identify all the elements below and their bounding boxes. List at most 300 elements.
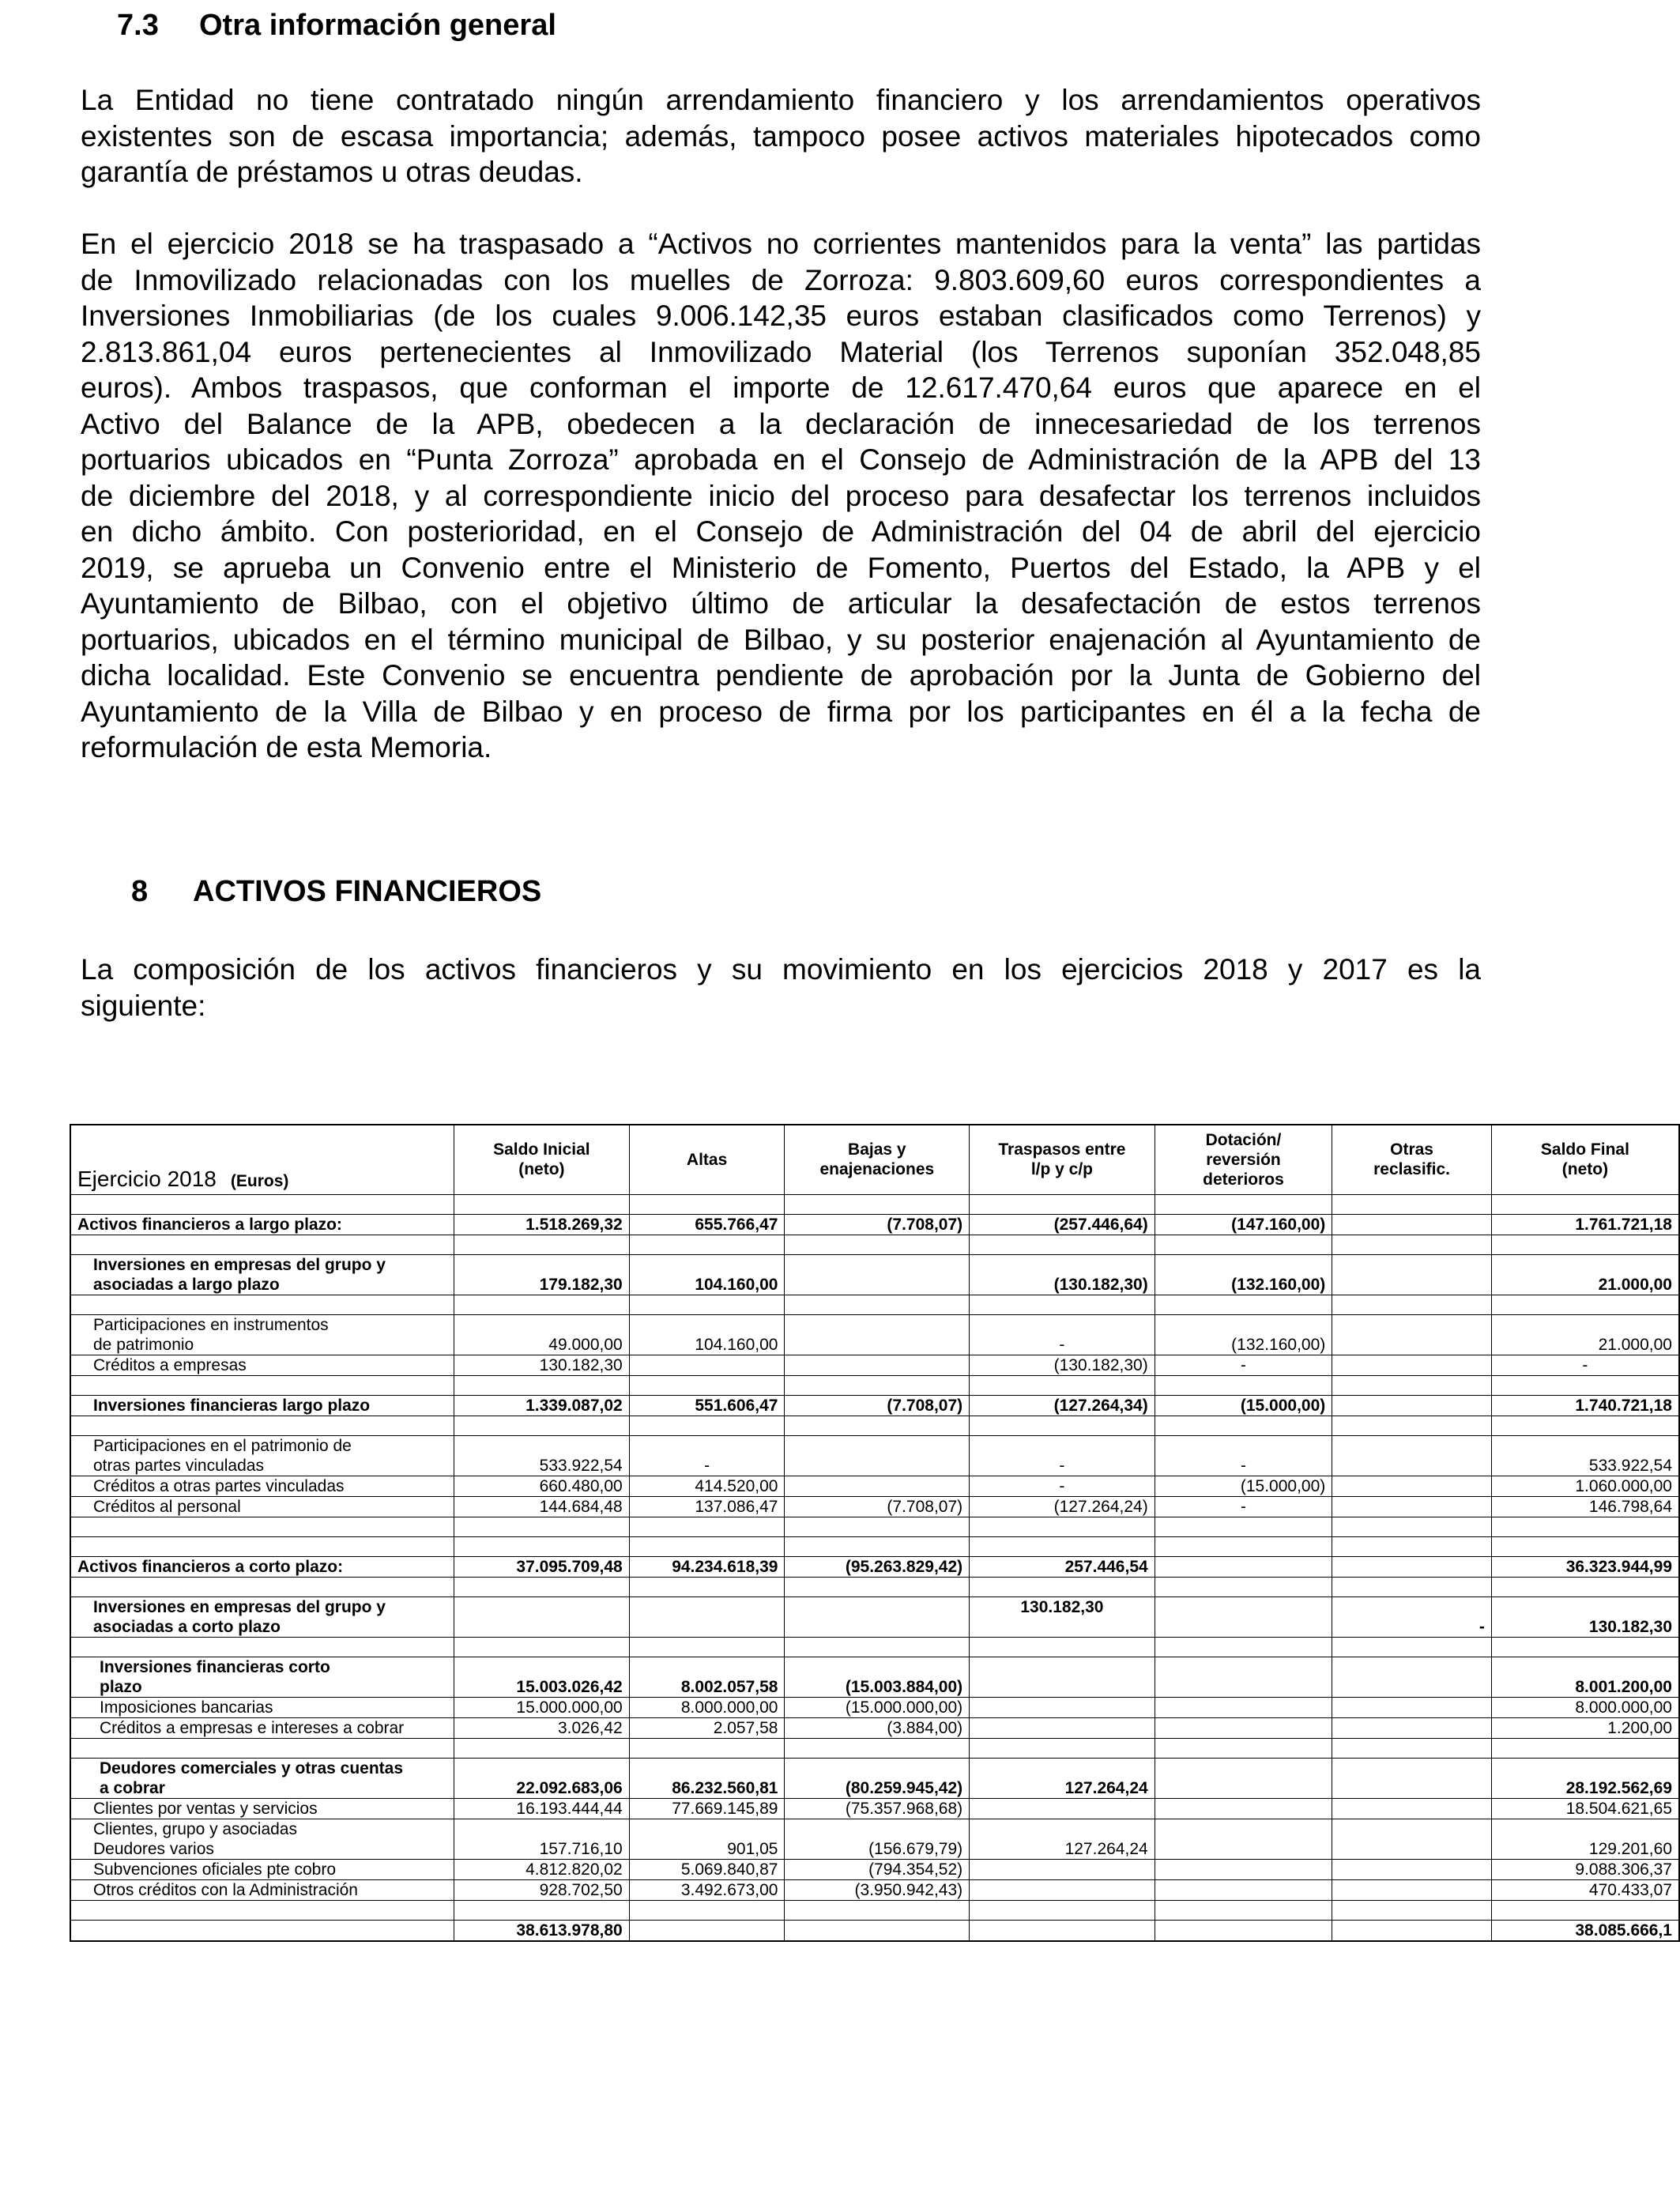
table-cell bbox=[1491, 1900, 1679, 1920]
table-row bbox=[70, 1596, 1679, 1637]
table-cell-value bbox=[1155, 1596, 1332, 1637]
table-spacer-row bbox=[70, 1194, 1679, 1214]
table-cell-value: (7.708,07) bbox=[785, 1214, 970, 1235]
paragraph-line: 2019, se aprueba un Convenio entre el Ministerio de Fomento, Puertos del Estado, la APB y el bbox=[81, 551, 1481, 584]
paragraph-line: La composición de los activos financieros y su movimiento en los ejercicios 2018 y 2017 es la bbox=[81, 953, 1481, 986]
table-cell-value: (3.884,00) bbox=[785, 1717, 970, 1738]
table-cell-value: (75.357.968,68) bbox=[785, 1798, 970, 1819]
table-cell bbox=[70, 1738, 454, 1758]
table-cell-value: 660.480,00 bbox=[454, 1476, 630, 1496]
table-cell-value: 16.193.444,44 bbox=[454, 1798, 630, 1819]
paragraph-line: En el ejercicio 2018 se ha traspasado a “Activos no corrientes mantenidos para la venta” las partidas bbox=[81, 228, 1481, 260]
table-cell bbox=[785, 1194, 970, 1214]
table-cell bbox=[454, 1637, 630, 1657]
row-label: Inversiones en empresas del grupo y asociadas a largo plazo bbox=[70, 1254, 454, 1295]
table-cell-value bbox=[1155, 1879, 1332, 1900]
table-cell bbox=[1491, 1194, 1679, 1214]
table-cell-value: - bbox=[1155, 1435, 1332, 1476]
table-cell-value: 1.060.000,00 bbox=[1491, 1476, 1679, 1496]
table-cell bbox=[1332, 1416, 1492, 1435]
table-cell-value: (257.446,64) bbox=[970, 1214, 1155, 1235]
table-cell-value: - bbox=[970, 1314, 1155, 1355]
table-cell-value: 1.200,00 bbox=[1491, 1717, 1679, 1738]
table-cell-value bbox=[970, 1920, 1155, 1941]
table-spacer-row bbox=[70, 1517, 1679, 1536]
table-cell bbox=[1332, 1194, 1492, 1214]
paragraph-leases bbox=[81, 82, 1481, 190]
table-cell bbox=[970, 1517, 1155, 1536]
table-cell-value: 8.002.057,58 bbox=[629, 1657, 785, 1697]
table-cell-value bbox=[970, 1697, 1155, 1717]
table-cell-value: 77.669.145,89 bbox=[629, 1798, 785, 1819]
table-cell bbox=[70, 1235, 454, 1254]
table-cell bbox=[70, 1416, 454, 1435]
table-cell-value: 28.192.562,69 bbox=[1491, 1758, 1679, 1798]
table-cell-value: 86.232.560,81 bbox=[629, 1758, 785, 1798]
row-label: Participaciones en el patrimonio de otras partes vinculadas bbox=[70, 1435, 454, 1476]
table-cell-value: (15.000,00) bbox=[1155, 1476, 1332, 1496]
paragraph-line: Ayuntamiento de Bilbao, con el objetivo último de articular la desafectación de estos terrenos bbox=[81, 587, 1481, 620]
column-header-dotacion: Dotación/ reversión deterioros bbox=[1155, 1125, 1332, 1194]
table-row bbox=[70, 1717, 1679, 1738]
table-cell-value: 49.000,00 bbox=[454, 1314, 630, 1355]
table-cell bbox=[785, 1577, 970, 1596]
table-cell-value bbox=[1332, 1798, 1492, 1819]
table-cell bbox=[970, 1375, 1155, 1395]
table-cell-value bbox=[1332, 1920, 1492, 1941]
table-row bbox=[70, 1314, 1679, 1355]
section-number: 7.3 bbox=[117, 9, 159, 42]
table-cell-value: 15.003.026,42 bbox=[454, 1657, 630, 1697]
section-title: Otra información general bbox=[199, 9, 556, 42]
table-cell-value bbox=[785, 1314, 970, 1355]
table-cell bbox=[785, 1295, 970, 1314]
table-cell-value: (794.354,52) bbox=[785, 1859, 970, 1879]
table-cell-value: 130.182,30 bbox=[454, 1355, 630, 1375]
table-spacer-row bbox=[70, 1536, 1679, 1556]
table-cell-value bbox=[1332, 1314, 1492, 1355]
table-cell bbox=[970, 1738, 1155, 1758]
table-cell-value: 3.026,42 bbox=[454, 1717, 630, 1738]
table-cell-value: 22.092.683,06 bbox=[454, 1758, 630, 1798]
table-cell-value: 179.182,30 bbox=[454, 1254, 630, 1295]
table-row bbox=[70, 1697, 1679, 1717]
table-cell-value: 18.504.621,65 bbox=[1491, 1798, 1679, 1819]
section-number: 8 bbox=[131, 875, 149, 908]
table-cell-value: 1.740.721,18 bbox=[1491, 1395, 1679, 1416]
row-label: Créditos a empresas bbox=[70, 1355, 454, 1375]
table-row bbox=[70, 1859, 1679, 1879]
table-cell-value: 533.922,54 bbox=[1491, 1435, 1679, 1476]
table-cell bbox=[785, 1900, 970, 1920]
column-header-traspasos: Traspasos entre l/p y c/p bbox=[970, 1125, 1155, 1194]
paragraph-line: de Inmovilizado relacionadas con los muelles de Zorroza: 9.803.609,60 euros correspondientes a bbox=[81, 263, 1481, 296]
table-cell bbox=[1491, 1517, 1679, 1536]
column-header-saldo-inicial: Saldo Inicial (neto) bbox=[454, 1125, 630, 1194]
table-cell-value bbox=[785, 1596, 970, 1637]
table-cell-value: 146.798,64 bbox=[1491, 1496, 1679, 1517]
table-cell bbox=[70, 1517, 454, 1536]
table-cell-value: 4.812.820,02 bbox=[454, 1859, 630, 1879]
table-cell-value: 257.446,54 bbox=[970, 1556, 1155, 1577]
table-cell bbox=[970, 1637, 1155, 1657]
table-cell-value: (156.679,79) bbox=[785, 1819, 970, 1859]
table-cell bbox=[1332, 1900, 1492, 1920]
table-row bbox=[70, 1758, 1679, 1798]
table-cell bbox=[1332, 1235, 1492, 1254]
row-label: Inversiones financieras corto plazo bbox=[70, 1657, 454, 1697]
table-cell bbox=[970, 1295, 1155, 1314]
table-cell-value: - bbox=[1155, 1496, 1332, 1517]
table-cell bbox=[970, 1577, 1155, 1596]
table-cell-value bbox=[1332, 1496, 1492, 1517]
table-spacer-row bbox=[70, 1295, 1679, 1314]
table-cell bbox=[629, 1738, 785, 1758]
table-header-row bbox=[70, 1125, 1679, 1194]
row-label: Inversiones en empresas del grupo y asociadas a corto plazo bbox=[70, 1596, 454, 1637]
paragraph-line: dicha localidad. Este Convenio se encuentra pendiente de aprobación por la Junta de Gobierno del bbox=[81, 659, 1481, 692]
table-cell-value: 1.339.087,02 bbox=[454, 1395, 630, 1416]
table-row bbox=[70, 1355, 1679, 1375]
table-cell bbox=[1491, 1375, 1679, 1395]
column-header-otras-reclasific: Otras reclasific. bbox=[1332, 1125, 1492, 1194]
paragraph-line: euros). Ambos traspasos, que conforman el importe de 12.617.470,64 euros que aparece en el bbox=[81, 371, 1481, 404]
table-cell bbox=[1332, 1738, 1492, 1758]
table-cell-value bbox=[1155, 1920, 1332, 1941]
table-cell-value bbox=[785, 1435, 970, 1476]
table-cell-value: - bbox=[970, 1435, 1155, 1476]
table-row bbox=[70, 1496, 1679, 1517]
table-caption-unit: (Euros) bbox=[230, 1171, 289, 1190]
row-label: Clientes, grupo y asociadas Deudores varios bbox=[70, 1819, 454, 1859]
table-row bbox=[70, 1879, 1679, 1900]
table-cell bbox=[629, 1194, 785, 1214]
paragraph-line: siguiente: bbox=[81, 989, 206, 1022]
table-cell bbox=[70, 1295, 454, 1314]
table-cell-value bbox=[1332, 1697, 1492, 1717]
table-cell-value: (15.003.884,00) bbox=[785, 1657, 970, 1697]
paragraph-line: portuarios, ubicados en el término municipal de Bilbao, y su posterior enajenación al Ayuntamiento de bbox=[81, 623, 1481, 656]
section-heading-7-3 bbox=[117, 9, 556, 41]
paragraph-line: Activo del Balance de la APB, obedecen a la declaración de innecesariedad de los terrenos bbox=[81, 407, 1481, 440]
table-cell-value: 8.001.200,00 bbox=[1491, 1657, 1679, 1697]
table-cell bbox=[70, 1375, 454, 1395]
table-cell-value bbox=[629, 1355, 785, 1375]
table-spacer-row bbox=[70, 1235, 1679, 1254]
table-cell-value bbox=[1155, 1556, 1332, 1577]
table-cell bbox=[970, 1536, 1155, 1556]
table-cell-value bbox=[1332, 1758, 1492, 1798]
column-header-altas: Altas bbox=[629, 1125, 785, 1194]
row-label: Créditos a otras partes vinculadas bbox=[70, 1476, 454, 1496]
table-cell-value bbox=[1155, 1798, 1332, 1819]
row-label: Participaciones en instrumentos de patrimonio bbox=[70, 1314, 454, 1355]
table-cell bbox=[1155, 1416, 1332, 1435]
table-cell-value bbox=[785, 1476, 970, 1496]
table-cell bbox=[70, 1637, 454, 1657]
table-cell-value: 127.264,24 bbox=[970, 1758, 1155, 1798]
table-cell bbox=[1332, 1536, 1492, 1556]
table-cell bbox=[1155, 1194, 1332, 1214]
table-cell-value: 137.086,47 bbox=[629, 1496, 785, 1517]
table-cell bbox=[629, 1900, 785, 1920]
table-cell-value bbox=[1332, 1657, 1492, 1697]
table-cell-value bbox=[1332, 1717, 1492, 1738]
table-cell-value bbox=[785, 1920, 970, 1941]
table-cell bbox=[1155, 1517, 1332, 1536]
table-cell-value bbox=[1332, 1859, 1492, 1879]
table-caption-year: Ejercicio 2018 bbox=[77, 1166, 217, 1191]
table-cell-value: (132.160,00) bbox=[1155, 1314, 1332, 1355]
table-cell-value bbox=[1332, 1556, 1492, 1577]
table-cell-value bbox=[1332, 1214, 1492, 1235]
paragraph-line: portuarios ubicados en “Punta Zorroza” aprobada en el Consejo de Administración de la APB del 13 bbox=[81, 443, 1481, 476]
table-cell-value bbox=[1155, 1657, 1332, 1697]
paragraph-line: 2.813.861,04 euros pertenecientes al Inmovilizado Material (los Terrenos suponían 352.048,85 bbox=[81, 335, 1481, 368]
table-cell bbox=[629, 1235, 785, 1254]
table-cell bbox=[454, 1194, 630, 1214]
table-row bbox=[70, 1214, 1679, 1235]
table-row bbox=[70, 1476, 1679, 1496]
table-spacer-row bbox=[70, 1416, 1679, 1435]
table-cell-value: - bbox=[1332, 1596, 1492, 1637]
row-label bbox=[70, 1920, 454, 1941]
table-cell-value: (15.000.000,00) bbox=[785, 1697, 970, 1717]
paragraph-line: reformulación de esta Memoria. bbox=[81, 731, 492, 763]
table-cell-value: (15.000,00) bbox=[1155, 1395, 1332, 1416]
table-cell-value bbox=[1332, 1355, 1492, 1375]
table-cell bbox=[629, 1577, 785, 1596]
table-spacer-row bbox=[70, 1375, 1679, 1395]
table-row bbox=[70, 1819, 1679, 1859]
row-label: Activos financieros a corto plazo: bbox=[70, 1556, 454, 1577]
table-cell-value: - bbox=[970, 1476, 1155, 1496]
table-cell-value: (7.708,07) bbox=[785, 1496, 970, 1517]
table-cell-value: 533.922,54 bbox=[454, 1435, 630, 1476]
table-row bbox=[70, 1254, 1679, 1295]
table-cell-value: (95.263.829,42) bbox=[785, 1556, 970, 1577]
table-cell bbox=[454, 1900, 630, 1920]
table-cell-value: 901,05 bbox=[629, 1819, 785, 1859]
table-cell-value: 144.684,48 bbox=[454, 1496, 630, 1517]
table-cell-value bbox=[1155, 1697, 1332, 1717]
table-cell bbox=[629, 1517, 785, 1536]
table-cell-value: 94.234.618,39 bbox=[629, 1556, 785, 1577]
section-heading-8 bbox=[131, 876, 541, 907]
table-cell bbox=[785, 1375, 970, 1395]
table-cell-value: 8.000.000,00 bbox=[1491, 1697, 1679, 1717]
paragraph-line: Inversiones Inmobiliarias (de los cuales 9.006.142,35 euros estaban clasificados como Terrenos) y bbox=[81, 300, 1481, 332]
table-caption bbox=[70, 1125, 454, 1194]
table-cell-value: 21.000,00 bbox=[1491, 1314, 1679, 1355]
table-cell-value bbox=[629, 1596, 785, 1637]
table-cell-value bbox=[970, 1657, 1155, 1697]
table-cell bbox=[1155, 1235, 1332, 1254]
table-cell-value bbox=[1332, 1476, 1492, 1496]
table-spacer-row bbox=[70, 1900, 1679, 1920]
table-spacer-row bbox=[70, 1637, 1679, 1657]
paragraph-line: Ayuntamiento de la Villa de Bilbao y en proceso de firma por los participantes en él a la fecha de bbox=[81, 695, 1481, 728]
table-cell-value: 21.000,00 bbox=[1491, 1254, 1679, 1295]
table-cell bbox=[785, 1235, 970, 1254]
table-cell bbox=[629, 1295, 785, 1314]
table-cell bbox=[454, 1738, 630, 1758]
table-cell-value: 2.057,58 bbox=[629, 1717, 785, 1738]
table-cell bbox=[454, 1517, 630, 1536]
table-cell-value bbox=[1155, 1819, 1332, 1859]
table-cell-value: 37.095.709,48 bbox=[454, 1556, 630, 1577]
table-cell-value bbox=[970, 1859, 1155, 1879]
table-cell bbox=[629, 1637, 785, 1657]
paragraph-line: La Entidad no tiene contratado ningún arrendamiento financiero y los arrendamientos operativos bbox=[81, 84, 1481, 116]
table-cell bbox=[1155, 1900, 1332, 1920]
table-cell-value bbox=[1332, 1395, 1492, 1416]
table-cell-value: (80.259.945,42) bbox=[785, 1758, 970, 1798]
table-cell bbox=[1155, 1536, 1332, 1556]
table-cell-value bbox=[785, 1254, 970, 1295]
column-header-bajas: Bajas y enajenaciones bbox=[785, 1125, 970, 1194]
table-cell bbox=[454, 1416, 630, 1435]
table-cell-value: 104.160,00 bbox=[629, 1254, 785, 1295]
table-cell bbox=[629, 1416, 785, 1435]
row-label: Otros créditos con la Administración bbox=[70, 1879, 454, 1900]
table-cell bbox=[454, 1295, 630, 1314]
row-label: Deudores comerciales y otras cuentas a cobrar bbox=[70, 1758, 454, 1798]
table-cell bbox=[454, 1577, 630, 1596]
table-cell bbox=[1332, 1295, 1492, 1314]
table-cell bbox=[970, 1416, 1155, 1435]
table-cell-value: 9.088.306,37 bbox=[1491, 1859, 1679, 1879]
table-cell-value: - bbox=[1491, 1355, 1679, 1375]
table-cell-value bbox=[629, 1920, 785, 1941]
table-cell-value bbox=[1332, 1435, 1492, 1476]
table-cell-value: 8.000.000,00 bbox=[629, 1697, 785, 1717]
table-cell-value: 655.766,47 bbox=[629, 1214, 785, 1235]
table-cell bbox=[970, 1194, 1155, 1214]
table-cell bbox=[454, 1235, 630, 1254]
paragraph-line: de diciembre del 2018, y al correspondiente inicio del proceso para desafectar los terrenos incluidos bbox=[81, 479, 1481, 512]
table-cell-value bbox=[970, 1879, 1155, 1900]
table-cell-value: (130.182,30) bbox=[970, 1355, 1155, 1375]
table-cell bbox=[70, 1577, 454, 1596]
column-header-saldo-final: Saldo Final (neto) bbox=[1491, 1125, 1679, 1194]
section-title: ACTIVOS FINANCIEROS bbox=[193, 875, 542, 908]
row-label: Imposiciones bancarias bbox=[70, 1697, 454, 1717]
table-cell bbox=[1332, 1637, 1492, 1657]
table-cell bbox=[454, 1536, 630, 1556]
table-cell bbox=[1155, 1295, 1332, 1314]
table-cell bbox=[1155, 1738, 1332, 1758]
table-cell bbox=[70, 1194, 454, 1214]
table-cell bbox=[1491, 1738, 1679, 1758]
table-cell-value: (132.160,00) bbox=[1155, 1254, 1332, 1295]
paragraph-line: garantía de préstamos u otras deudas. bbox=[81, 156, 583, 188]
table-cell-value: 157.716,10 bbox=[454, 1819, 630, 1859]
table-cell-value: (127.264,34) bbox=[970, 1395, 1155, 1416]
table-cell-value: - bbox=[1155, 1355, 1332, 1375]
row-label: Créditos al personal bbox=[70, 1496, 454, 1517]
table-cell bbox=[70, 1900, 454, 1920]
paragraph-composition-intro bbox=[81, 952, 1481, 1023]
table-cell bbox=[1155, 1375, 1332, 1395]
table-cell-value: 1.761.721,18 bbox=[1491, 1214, 1679, 1235]
financial-assets-table bbox=[70, 1124, 1680, 1942]
table-row bbox=[70, 1395, 1679, 1416]
table-cell-value bbox=[970, 1798, 1155, 1819]
table-cell-value: 551.606,47 bbox=[629, 1395, 785, 1416]
table-cell-value: 38.613.978,80 bbox=[454, 1920, 630, 1941]
table-cell-value: 470.433,07 bbox=[1491, 1879, 1679, 1900]
table-cell-value bbox=[1155, 1717, 1332, 1738]
table-cell bbox=[1332, 1577, 1492, 1596]
table-cell-value bbox=[1155, 1859, 1332, 1879]
table-cell bbox=[970, 1235, 1155, 1254]
table-cell-value: 129.201,60 bbox=[1491, 1819, 1679, 1859]
table-cell-value: - bbox=[629, 1435, 785, 1476]
table-cell bbox=[629, 1536, 785, 1556]
table-cell bbox=[785, 1536, 970, 1556]
table-row bbox=[70, 1556, 1679, 1577]
table-cell-value bbox=[1332, 1879, 1492, 1900]
row-label: Créditos a empresas e intereses a cobrar bbox=[70, 1717, 454, 1738]
table-cell bbox=[785, 1738, 970, 1758]
table-row bbox=[70, 1798, 1679, 1819]
table-cell-value: (147.160,00) bbox=[1155, 1214, 1332, 1235]
table-cell-value bbox=[454, 1596, 630, 1637]
table-cell bbox=[785, 1416, 970, 1435]
table-cell bbox=[454, 1375, 630, 1395]
table-cell-value bbox=[785, 1355, 970, 1375]
table-cell-value: 104.160,00 bbox=[629, 1314, 785, 1355]
table-spacer-row bbox=[70, 1738, 1679, 1758]
row-label: Subvenciones oficiales pte cobro bbox=[70, 1859, 454, 1879]
table-cell-value: 130.182,30 bbox=[970, 1596, 1155, 1637]
paragraph-line: en dicho ámbito. Con posterioridad, en el Consejo de Administración del 04 de abril del ejercicio bbox=[81, 515, 1481, 548]
table-cell-value: (127.264,24) bbox=[970, 1496, 1155, 1517]
table-cell-value: 15.000.000,00 bbox=[454, 1697, 630, 1717]
table-cell-value bbox=[1332, 1819, 1492, 1859]
table-cell-value: 3.492.673,00 bbox=[629, 1879, 785, 1900]
table-cell bbox=[1491, 1536, 1679, 1556]
table-cell bbox=[1491, 1235, 1679, 1254]
table-cell bbox=[1491, 1577, 1679, 1596]
table-cell bbox=[1491, 1295, 1679, 1314]
table-cell-value: 38.085.666,1 bbox=[1491, 1920, 1679, 1941]
row-label: Inversiones financieras largo plazo bbox=[70, 1395, 454, 1416]
table-cell bbox=[1332, 1517, 1492, 1536]
table-cell-value: 130.182,30 bbox=[1491, 1596, 1679, 1637]
table-cell bbox=[1155, 1637, 1332, 1657]
table-row bbox=[70, 1657, 1679, 1697]
table-cell-value: (7.708,07) bbox=[785, 1395, 970, 1416]
table-cell-value bbox=[1332, 1254, 1492, 1295]
table-cell bbox=[629, 1375, 785, 1395]
table-spacer-row bbox=[70, 1577, 1679, 1596]
table-cell bbox=[1491, 1416, 1679, 1435]
table-cell-value: (130.182,30) bbox=[970, 1254, 1155, 1295]
table-cell-value: 414.520,00 bbox=[629, 1476, 785, 1496]
table-row bbox=[70, 1920, 1679, 1941]
paragraph-line: existentes son de escasa importancia; además, tampoco posee activos materiales hipotecados como bbox=[81, 119, 1481, 153]
table-cell bbox=[970, 1900, 1155, 1920]
table-cell bbox=[1491, 1637, 1679, 1657]
table-cell bbox=[785, 1517, 970, 1536]
row-label: Activos financieros a largo plazo: bbox=[70, 1214, 454, 1235]
table-row bbox=[70, 1435, 1679, 1476]
table-cell-value: 928.702,50 bbox=[454, 1879, 630, 1900]
table-cell bbox=[1155, 1577, 1332, 1596]
table-cell-value: 1.518.269,32 bbox=[454, 1214, 630, 1235]
